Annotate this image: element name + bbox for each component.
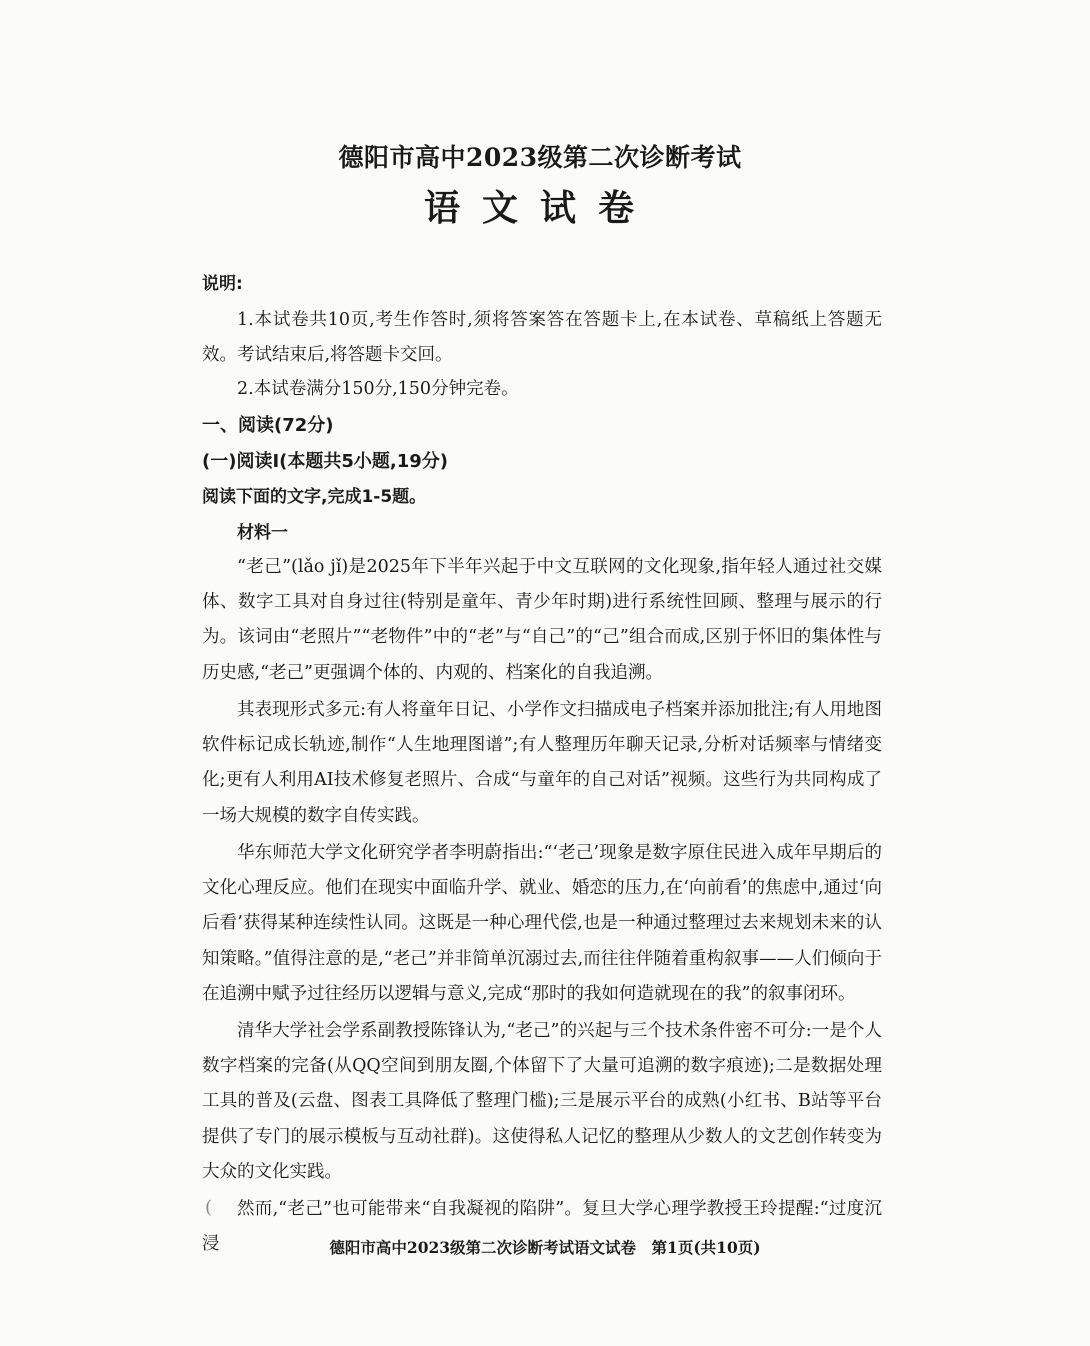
material-label: 材料一	[237, 523, 288, 543]
notes-heading: 说明:	[202, 274, 243, 294]
margin-mark: (	[205, 1197, 213, 1218]
body-paragraph: 然而,“老己”也可能带来“自我凝视的陷阱”。复旦大学心理学教授王玲提醒:“过度沉浸	[202, 1199, 882, 1255]
notes-item-2: 2.本试卷满分150分,150分钟完卷。	[237, 379, 519, 399]
subject-title: 语文试卷	[423, 187, 656, 229]
body-paragraph: 清华大学社会学系副教授陈锋认为,“老己”的兴起与三个技术条件密不可分:一是个人数字档案的完备(从QQ空间到朋友圈,个体留下了大量可追溯的数字痕迹);二是数据处理工具的普及(云盘、图表工具降低了整理门槛);三是展示平台的成熟(小红书、B站等平台提供了专门的展示模板与互动社群)。这使得私人记忆的整理从少数人的文艺创作转变为大众的文化实践。	[202, 1021, 882, 1182]
body-paragraph: 华东师范大学文化研究学者李明蔚指出:“‘老己’现象是数字原住民进入成年早期后的文化心理反应。他们在现实中面临升学、就业、婚恋的压力,在‘向前看’的焦虑中,通过‘向后看’获得某种连续性认同。这既是一种心理代偿,也是一种通过整理过去来规划未来的认知策略。”值得注意的是,“老己”并非简单沉溺过去,而往往伴随着重构叙事——人们倾向于在追溯中赋予过往经历以逻辑与意义,完成“那时的我如何造就现在的我”的叙事闭环。	[202, 843, 882, 1004]
body-paragraph: “老己”(lǎo jǐ)是2025年下半年兴起于中文互联网的文化现象,指年轻人通过社交媒体、数字工具对自身过往(特别是童年、青少年时期)进行系统性回顾、整理与展示的行为。该词由“老照片”“老物件”中的“老”与“自己”的“己”组合而成,区别于怀旧的集体性与历史感,“老己”更强调个体的、内观的、档案化的自我追溯。	[202, 557, 882, 683]
exam-title: 德阳市高中2023级第二次诊断考试	[338, 143, 742, 172]
instruction-text: 阅读下面的文字,完成1-5题。	[202, 487, 427, 507]
notes-item-1: 1.本试卷共10页,考生作答时,须将答案答在答题卡上,在本试卷、草稿纸上答题无效。考试结束后,将答题卡交回。	[202, 310, 882, 366]
subsection-heading: (一)阅读Ⅰ(本题共5小题,19分)	[202, 451, 449, 472]
body-paragraph: 其表现形式多元:有人将童年日记、小学作文扫描成电子档案并添加批注;有人用地图软件标记成长轨迹,制作“人生地理图谱”;有人整理历年聊天记录,分析对话频率与情绪变化;更有人利用AI技术修复老照片、合成“与童年的自己对话”视频。这些行为共同构成了一场大规模的数字自传实践。	[202, 700, 882, 826]
page-footer: 德阳市高中2023级第二次诊断考试语文试卷 第1页(共10页)	[329, 1238, 761, 1257]
section-heading: 一、阅读(72分)	[202, 415, 334, 436]
